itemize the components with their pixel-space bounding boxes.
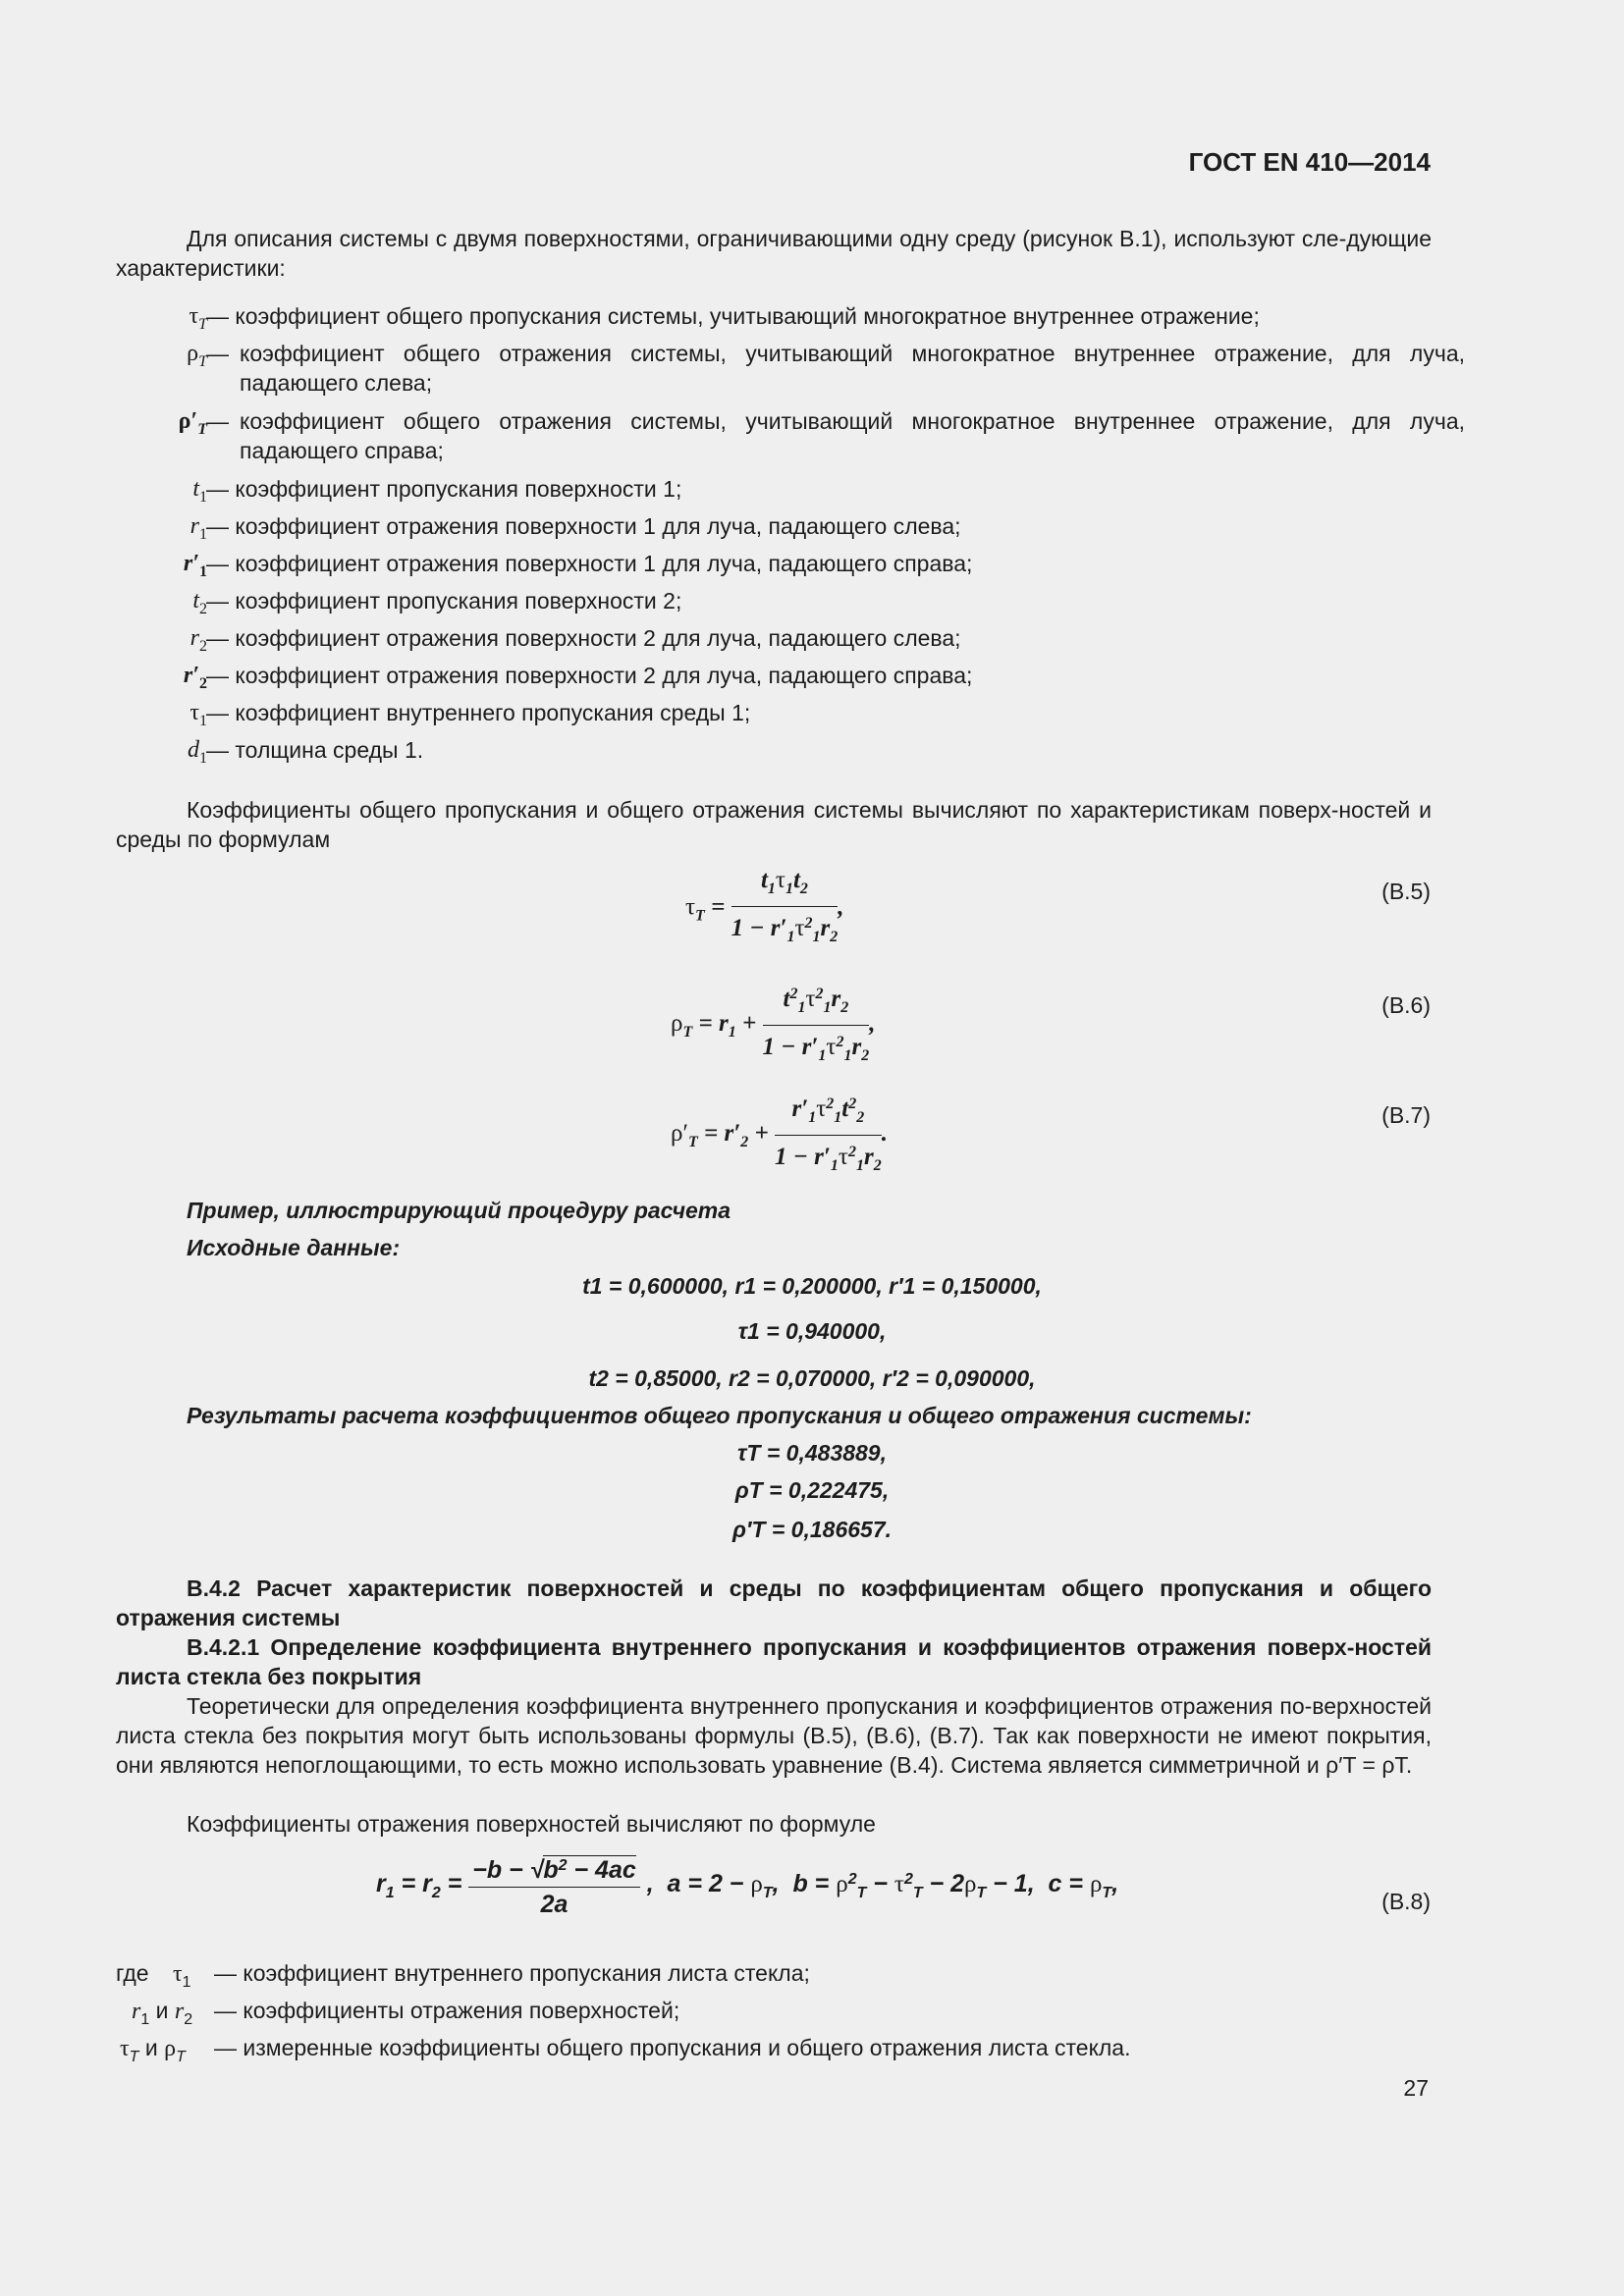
where-symbol: $\tau_1$ [173, 1961, 191, 1991]
where-definition: — измеренные коэффициенты общего пропускания и общего отражения листа стекла. [214, 2035, 1131, 2060]
theory-paragraph: Теоретически для определения коэффициента внутреннего пропускания и коэффициентов отражения по-верхностей листа стекла без покрытия могут быть использованы формулы (В.5), (В.6), (В.7). Так как поверхности не имеют покрытия, они являются непоглощающими, то есть можно использовать уравнение (В.4). Система является симметричной и ρ′T = ρT. [116, 1693, 1432, 1778]
page-number: 27 [1403, 2075, 1429, 2101]
equation-number: (В.5) [1381, 879, 1431, 904]
symbol-t2: $t_2$ [192, 588, 207, 617]
example-input-line: τ1 = 0,940000, [737, 1318, 887, 1344]
document-header: ГОСТ EN 410—2014 [1188, 147, 1431, 177]
symbol-tau-t: $\tau_T$ [189, 303, 207, 333]
example-input-line: t2 = 0,85000, r2 = 0,070000, r′2 = 0,090000, [588, 1365, 1036, 1391]
where-symbol: $\tau_T$ и $\rho_T$ [120, 2035, 186, 2065]
example-result-line: ρT = 0,222475, [734, 1477, 890, 1503]
where-label: где [116, 1960, 149, 1986]
where-definition: — коэффициенты отражения поверхностей; [214, 1998, 680, 2023]
equation-b8: $r_1 = r_2$ = $\frac{-b - √b^2 - 4ac}{2a}$ , $a = 2 - \rho_T$, $b = \rho^2_T - \tau^2_T - 2\rho_T - 1$, $c = \rho_T$, [376, 1851, 1118, 1919]
section-heading-b42: В.4.2 Расчет характеристик поверхностей и среды по коэффициентам общего пропускания и общего отражения системы [116, 1575, 1432, 1630]
symbol-tau-1: $\tau_1$ [189, 700, 207, 729]
symbol-d1: $d_1$ [188, 737, 207, 767]
symbol-r1: $r_1$ [189, 513, 207, 543]
definition-item: — коэффициент пропускания поверхности 2; [206, 588, 682, 614]
symbol-r1-prime: $r'_1$ [183, 551, 207, 580]
definition-item: — толщина среды 1. [206, 737, 424, 763]
formula-intro-paragraph: Коэффициенты отражения поверхностей вычисляют по формуле [187, 1811, 876, 1837]
equation-number: (В.8) [1381, 1889, 1431, 1914]
example-title: Пример, иллюстрирующий процедуру расчета [187, 1198, 731, 1223]
definition-item: — коэффициент отражения поверхности 1 для луча, падающего справа; [206, 551, 973, 576]
example-result-line: τT = 0,483889, [737, 1440, 887, 1466]
section-heading-b421: В.4.2.1 Определение коэффициента внутреннего пропускания и коэффициентов отражения поверх-ностей листа стекла без покрытия [116, 1634, 1432, 1689]
example-input-label: Исходные данные: [187, 1235, 401, 1260]
equation-b6: $\rho_T = r_1$ + $\frac{t^2_1\tau^2_1r_2}{1 - r'_1\tau^2_1r_2}$ , [671, 980, 875, 1071]
symbol-rho-t-prime: $\rho'_T$ [178, 408, 207, 438]
symbol-rho-t: $\rho_T$ [187, 341, 207, 370]
where-definition: — коэффициент внутреннего пропускания листа стекла; [214, 1960, 810, 1986]
definition-item: — коэффициент внутреннего пропускания среды 1; [206, 700, 751, 725]
definition-item: — коэффициент общего отражения системы, учитывающий многократное внутреннее отражение, для луча, падающего слева; [206, 341, 1465, 396]
equation-number: (В.6) [1381, 992, 1431, 1018]
example-results-label: Результаты расчета коэффициентов общего пропускания и общего отражения системы: [187, 1403, 1252, 1428]
equation-number: (В.7) [1381, 1102, 1431, 1128]
equation-b7: $\rho'_T = r'_2$ + $\frac{r'_1\tau^2_1t^2_2}{1 - r'_1\tau^2_1r_2}$ . [671, 1090, 888, 1181]
definition-item: — коэффициент общего отражения системы, учитывающий многократное внутреннее отражение, для луча, падающего справа; [206, 408, 1465, 463]
definition-item: — коэффициент отражения поверхности 2 для луча, падающего справа; [206, 663, 973, 688]
symbol-r2: $r_2$ [189, 625, 207, 655]
symbol-r2-prime: $r'_2$ [183, 663, 207, 692]
definition-item: — коэффициент отражения поверхности 1 для луча, падающего слева; [206, 513, 961, 539]
symbol-t1: $t_1$ [192, 476, 207, 506]
intro-paragraph: Для описания системы с двумя поверхностями, ограничивающими одну среду (рисунок В.1), используют сле-дующие характеристики: [116, 226, 1432, 281]
definition-item: — коэффициент общего пропускания системы, учитывающий многократное внутреннее отражение; [206, 303, 1260, 329]
example-input-line: t1 = 0,600000, r1 = 0,200000, r′1 = 0,150000, [582, 1273, 1042, 1299]
where-symbol: $r_1$ и $r_2$ [132, 1998, 193, 2028]
definition-item: — коэффициент пропускания поверхности 1; [206, 476, 682, 502]
example-result-line: ρ′T = 0,186657. [731, 1517, 893, 1542]
equation-b5: $\tau_T$ = $\frac{t_1\tau_1t_2}{1 - r'_1\tau^2_1r_2}$ , [685, 867, 844, 945]
formulas-intro-paragraph: Коэффициенты общего пропускания и общего отражения системы вычисляют по характеристикам поверх-ностей и среды по формулам [116, 797, 1432, 852]
definition-item: — коэффициент отражения поверхности 2 для луча, падающего слева; [206, 625, 961, 651]
